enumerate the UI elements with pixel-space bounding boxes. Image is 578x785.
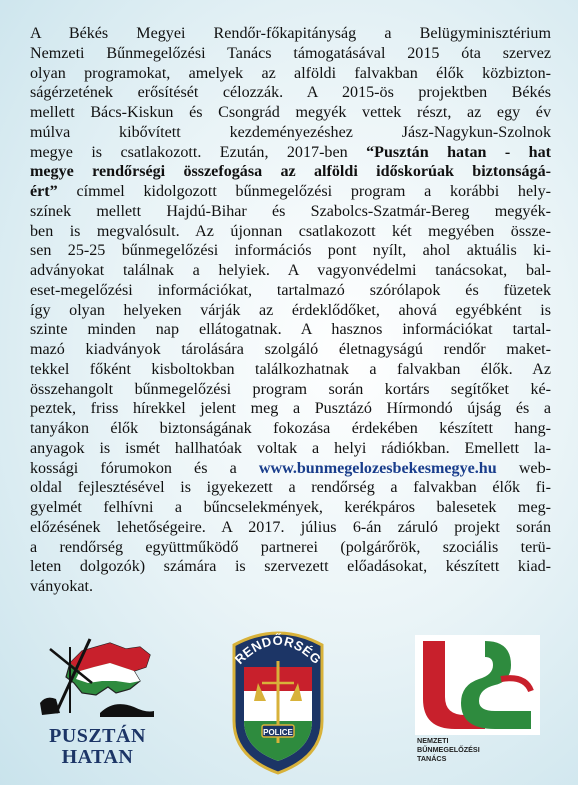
text-segment: adványokat találnak a helyiek. A vagyonvédelmi tanácsokat, bal- <box>30 262 551 279</box>
text-line <box>30 557 551 577</box>
text-line <box>30 103 551 123</box>
text-segment: ványokat. <box>30 578 94 595</box>
text-line <box>30 241 551 261</box>
text-segment: így olyan helyeken várják az érdeklődőket, ahová egyébként is <box>30 301 551 319</box>
text-segment: kossági fórumokon és a <box>30 459 259 477</box>
text-line <box>30 281 551 301</box>
text-segment: ságérzetének erősítését célozzák. A 2015-ös projektben Békés <box>30 84 551 102</box>
text-segment: szinte minden nap ellátogatnak. A hasznos információkat tartal- <box>30 321 551 339</box>
text-line <box>30 380 551 400</box>
text-segment: mazó kiadványok tárolására szolgáló életnagyságú rendőr maket- <box>30 341 551 358</box>
text-segment: múlva kibővített kezdeményezéshez Jász-Nagykun-Szolnok <box>30 123 551 141</box>
text-line <box>30 301 551 321</box>
text-segment: mellett Bács-Kiskun és Csongrád megyék vettek részt, az egy év <box>30 104 551 121</box>
bold-title-text: “Pusztán hatan - hat <box>366 143 552 161</box>
text-segment: összehangolt bűnmegelőzési program során kortárs segítőket ké- <box>30 380 551 398</box>
pusztan-hatan-emblem-icon <box>30 633 165 725</box>
text-segment: előzésének lehetőségeire. A 2017. július 6-án záruló projekt során <box>30 518 551 536</box>
text-line <box>30 419 551 439</box>
pusztan-hatan-line2: HATAN <box>61 746 134 768</box>
nbt-logo <box>415 635 540 770</box>
text-segment: címmel kidolgozott bűnmegelőzési program a korábbi hely- <box>57 183 551 200</box>
text-segment: tanyákon élők biztonságának fokozása érdekében készített hang- <box>30 420 551 437</box>
bold-title-text: megye rendőrségi összefogása az alföldi időskorúak biztonságá- <box>30 163 551 181</box>
text-segment: A Békés Megyei Rendőr-főkapitányság a Belügyminisztérium <box>30 25 551 42</box>
article-text <box>30 24 551 597</box>
pusztan-hatan-line1: PUSZTÁN <box>49 725 146 747</box>
text-segment: peztek, friss hírekkel jelent meg a Pusztázó Hírmondó újság és a <box>30 400 551 418</box>
text-line <box>30 399 551 419</box>
text-line <box>30 538 551 558</box>
text-line <box>30 44 551 64</box>
text-segment: a rendőrség együttműködő partnerei (polgárőrök, szociális terü- <box>30 538 551 556</box>
text-segment: sen 25-25 bűnmegelőzési információs pont nyílt, ahol aktuális ki- <box>30 242 551 260</box>
text-segment: Nemzeti Bűnmegelőzési Tanács támogatásával 2015 óta szervez <box>30 44 551 62</box>
text-line <box>30 202 551 222</box>
text-line <box>30 162 551 182</box>
text-line <box>30 143 551 163</box>
text-line <box>30 123 551 143</box>
text-line <box>30 24 551 44</box>
text-line <box>30 360 551 380</box>
police-badge-logo <box>228 625 328 775</box>
police-bottom-label: POLICE <box>263 728 293 737</box>
text-line <box>30 320 551 340</box>
text-segment: oldal fejlesztésével is igyekezett a rendőrség a falvakban élők fi- <box>30 479 551 497</box>
text-line <box>30 222 551 242</box>
police-top-label: RENDŐRSÉG <box>231 632 325 668</box>
text-line <box>30 83 551 103</box>
text-segment: olyan programokat, amelyek az alföldi falvakban élők közbizton- <box>30 64 551 82</box>
pusztan-hatan-logo <box>30 633 165 773</box>
text-segment: tekkel főként kisboltokban találkozhatnak a falvakban élők. Az <box>30 360 551 378</box>
text-segment: színek mellett Hajdú-Bihar és Szabolcs-Szatmár-Bereg megyék- <box>30 202 551 220</box>
text-line <box>30 64 551 84</box>
text-segment: megye is csatlakozott. Ezután, 2017-ben <box>30 143 367 161</box>
text-line <box>30 439 551 459</box>
police-shield-icon <box>228 625 328 775</box>
text-segment: anyagok is ismét hallhatóak voltak a helyi rádiókban. Emellett la- <box>30 439 551 457</box>
text-line <box>30 478 551 498</box>
text-segment: ben is megvalósult. Az újonnan csatlakozott két megyében össze- <box>30 222 551 240</box>
text-line <box>30 577 551 597</box>
bold-title-text: ért” <box>30 183 58 200</box>
nbt-line2: BŰNMEGELŐZÉSI <box>417 745 480 754</box>
text-line <box>30 518 551 538</box>
text-line <box>30 340 551 360</box>
text-segment: eset-megelőzési információkat, tartalmazó szórólapok és füzetek <box>30 281 551 299</box>
nbt-line3: TANÁCS <box>417 754 447 763</box>
logo-row <box>0 625 578 775</box>
nbt-line1: NEMZETI <box>417 736 449 745</box>
website-link[interactable]: www.bunmegelozesbekesmegye.hu <box>258 459 497 477</box>
text-line <box>30 182 551 202</box>
text-line <box>30 261 551 281</box>
text-line <box>30 459 551 479</box>
nbt-emblem-icon <box>415 635 540 735</box>
text-segment: leten dolgozók) számára is szervezett előadásokat, készített kiad- <box>30 558 551 576</box>
text-segment: gyelmét felhívni a bűncselekmények, kerékpáros balesetek meg- <box>30 499 551 516</box>
text-segment: web- <box>496 459 551 477</box>
text-line <box>30 498 551 518</box>
